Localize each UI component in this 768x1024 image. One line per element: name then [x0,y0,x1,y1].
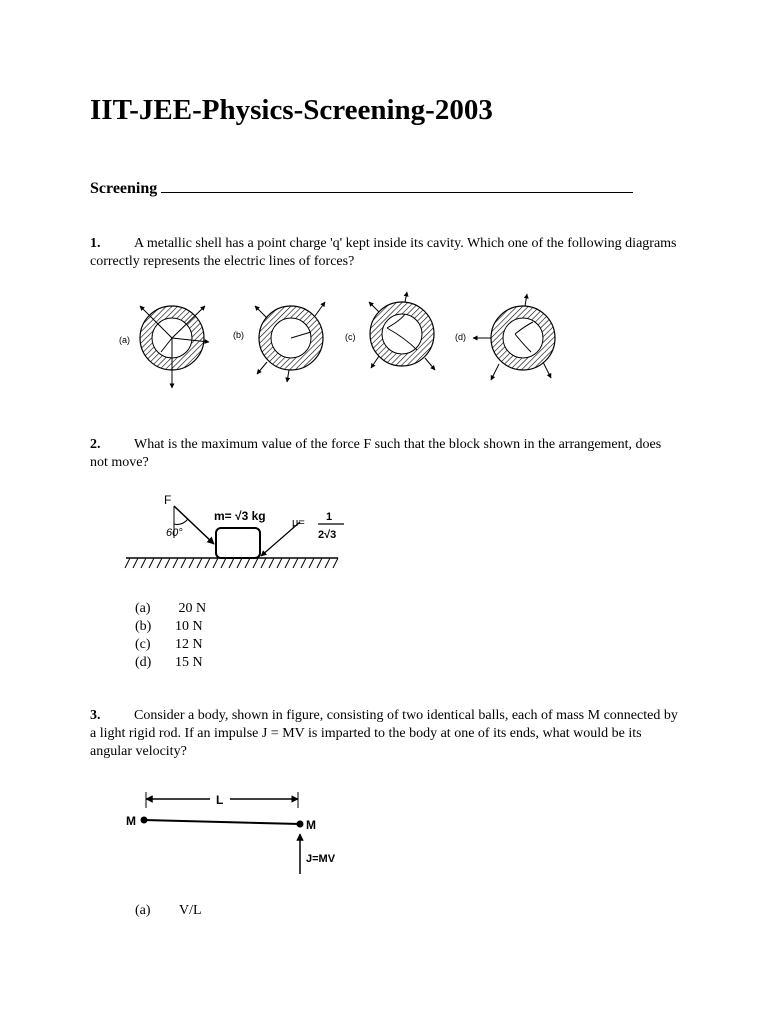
diagram-d [455,294,555,380]
option-c[interactable]: (c) 12 N [135,637,203,652]
section-label: Screening [90,180,158,197]
section-heading [90,178,633,198]
option-b[interactable]: (b) 10 N [135,619,203,634]
question-2-number: 2. [90,437,101,452]
diagram-c-label: (c) [345,332,356,342]
angle-label: 60° [166,527,183,539]
mass-left-label: M [126,814,136,828]
question-1-text: A metallic shell has a point charge 'q' kept inside its cavity. Which one of the following diagrams correctly represents the electric lines of forces? [90,236,677,269]
diagram-c [345,292,435,370]
block [216,528,260,558]
option-a[interactable]: (a) V/L [135,903,202,918]
question-1-number: 1. [90,236,101,251]
question-3-text: Consider a body, shown in figure, consisting of two identical balls, each of mass M connected by a light rigid rod. If an impulse J = MV is imparted to the body at one of its ends, what would be its angular velocity? [90,708,678,759]
diagram-a-label: (a) [119,335,130,345]
question-2 [90,436,680,472]
diagram-b [233,302,325,382]
question-3-figure [120,782,350,882]
rigid-rod [144,820,300,824]
question-1-figure [105,288,575,396]
ball-left [141,817,148,824]
diagram-b-label: (b) [233,330,244,340]
question-2-text: What is the maximum value of the force F such that the block shown in the arrangement, does not move? [90,437,662,470]
question-2-figure [120,492,345,574]
page-title: IIT-JEE-Physics-Screening-2003 [90,94,493,126]
mu-numerator: 1 [326,511,333,523]
question-1 [90,235,680,271]
section-underline [161,178,633,193]
impulse-label: J=MV [306,853,336,865]
mu-label: μ= [292,517,305,529]
question-3 [90,707,680,761]
mass-right-label: M [306,818,316,832]
cavity-d [503,318,543,358]
cavity-c [382,314,422,354]
question-3-options [135,902,202,920]
mu-denominator: 2√3 [318,529,337,541]
mass-label: m= √3 kg [214,509,266,523]
option-d[interactable]: (d) 15 N [135,655,203,670]
ball-right [297,821,304,828]
force-label: F [164,493,172,507]
question-2-options [135,600,206,672]
length-label: L [216,793,224,807]
question-3-number: 3. [90,708,101,723]
diagram-d-label: (d) [455,332,466,342]
option-a[interactable]: (a) 20 N [135,601,207,616]
diagram-a [119,306,209,388]
